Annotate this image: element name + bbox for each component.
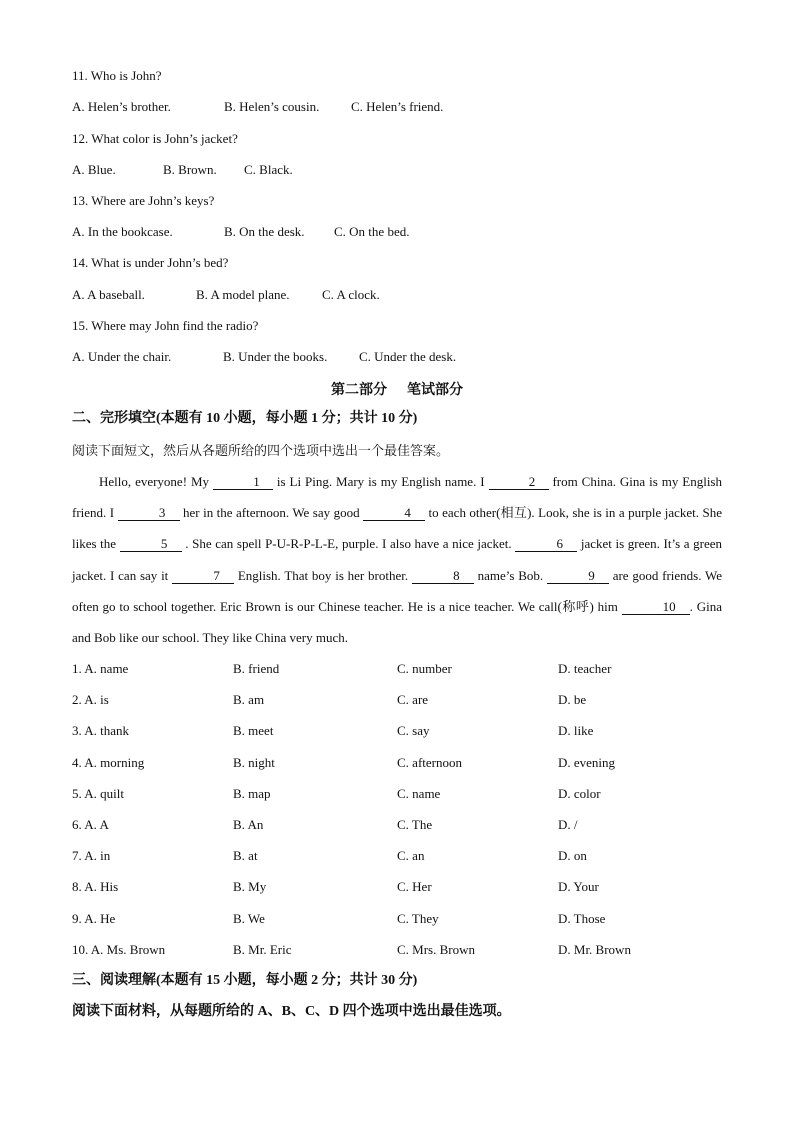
cloze-option-1-d: D. teacher [558, 661, 612, 676]
question-14-option-c: C. A clock. [322, 287, 380, 302]
passage-text: jacket is green. It’s a green jacket. I can say it [72, 536, 722, 583]
cloze-option-3-b: B. meet [233, 723, 274, 739]
blank-8[interactable]: 8 [412, 569, 474, 584]
passage-text: . She can spell P-U-R-P-L-E, purple. I also have a nice jacket. [181, 536, 516, 552]
cloze-option-8-d: D. Your [558, 879, 599, 895]
blank-5[interactable]: 5 [120, 537, 182, 552]
cloze-option-5-b: B. map [233, 785, 271, 801]
passage-text: name’s Bob. [473, 567, 547, 583]
cloze-option-9-a: 9. A. He [72, 910, 116, 926]
question-11-option-a: A. Helen’s brother. [72, 99, 171, 114]
cloze-option-2-d: D. be [558, 692, 587, 708]
cloze-option-2-b: B. am [233, 692, 265, 708]
cloze-option-6-a: 6. A. A [72, 817, 109, 832]
blank-9[interactable]: 9 [547, 569, 609, 584]
question-13-option-b: B. On the desk. [224, 224, 305, 239]
cloze-option-9-d: D. Those [558, 910, 606, 926]
cloze-option-4-c: C. afternoon [397, 754, 462, 770]
cloze-option-10-d: D. Mr. Brown [558, 941, 631, 957]
question-12-option-c: C. Black. [244, 162, 293, 177]
question-13-option-a: A. In the bookcase. [72, 224, 173, 239]
question-15-option-c: C. Under the desk. [359, 349, 457, 364]
section-3-instruction: 阅读下面材料，从每题所给的 A、B、C、D 四个选项中选出最佳选项。 [72, 1004, 511, 1019]
question-12-option-b: B. Brown. [163, 162, 217, 177]
passage-text: is Li Ping. Mary is my English name. I [272, 474, 489, 489]
question-13: 13. Where are John’s keys? [72, 193, 215, 208]
cloze-option-4-d: D. evening [558, 754, 616, 770]
blank-3[interactable]: 3 [118, 506, 180, 521]
cloze-option-5-c: C. name [397, 785, 441, 801]
passage-text: to each other(相互). Look, she is in a purple jacket. She likes the [72, 505, 723, 552]
cloze-option-7-a: 7. A. in [72, 848, 111, 864]
cloze-option-6-d: D. / [558, 817, 578, 832]
cloze-option-8-a: 8. A. His [72, 879, 119, 895]
question-11: 11. Who is John? [72, 68, 162, 83]
passage-text: English. That boy is her brother. [234, 567, 412, 583]
question-15-option-a: A. Under the chair. [72, 349, 172, 364]
cloze-option-1-b: B. friend [233, 661, 280, 676]
passage-text: her in the afternoon. We say good [179, 505, 364, 521]
question-11-option-c: C. Helen’s friend. [351, 99, 444, 114]
cloze-option-6-c: C. The [397, 817, 433, 832]
cloze-option-1-c: C. number [397, 661, 452, 676]
question-15: 15. Where may John find the radio? [72, 318, 259, 333]
blank-6[interactable]: 6 [515, 537, 577, 552]
cloze-passage [72, 466, 722, 653]
cloze-option-7-b: B. at [233, 848, 258, 864]
question-11-option-b: B. Helen’s cousin. [224, 99, 320, 114]
cloze-option-9-c: C. They [397, 910, 439, 926]
question-12: 12. What color is John’s jacket? [72, 131, 238, 146]
cloze-option-2-a: 2. A. is [72, 692, 109, 708]
question-12-option-a: A. Blue. [72, 162, 116, 177]
question-14: 14. What is under John’s bed? [72, 255, 229, 270]
passage-text: are good friends. We often go to school together. Eric Brown is our Chinese teacher. He is a nice teacher. We call(称呼) him [72, 567, 723, 614]
cloze-option-3-d: D. like [558, 723, 594, 739]
question-14-option-a: A. A baseball. [72, 287, 145, 302]
question-13-option-c: C. On the bed. [334, 224, 410, 239]
section-2-instruction: 阅读下面短文，然后从各题所给的四个选项中选出一个最佳答案。 [72, 443, 450, 458]
passage-text: from China. Gina is my English friend. I [72, 474, 722, 521]
cloze-option-10-c: C. Mrs. Brown [397, 941, 476, 957]
cloze-option-4-b: B. night [233, 754, 275, 770]
question-14-option-b: B. A model plane. [196, 287, 290, 302]
cloze-option-9-b: B. We [233, 910, 265, 926]
part-title-name: 笔试部分 [407, 383, 463, 398]
blank-2[interactable]: 2 [489, 475, 549, 490]
cloze-option-5-d: D. color [558, 785, 601, 801]
passage-text: Hello, everyone! My [99, 474, 213, 489]
blank-4[interactable]: 4 [363, 506, 425, 521]
cloze-option-10-a: 10. A. Ms. Brown [72, 941, 166, 957]
cloze-option-7-c: C. an [397, 848, 425, 864]
section-2-heading: 二、完形填空(本题有 10 小题，每小题 1 分；共计 10 分) [72, 411, 418, 426]
blank-10[interactable]: 10 [622, 600, 690, 615]
part-title [0, 379, 794, 399]
cloze-option-10-b: B. Mr. Eric [233, 941, 292, 957]
cloze-option-3-c: C. say [397, 723, 430, 739]
cloze-option-1-a: 1. A. name [72, 661, 129, 676]
section-3-heading: 三、阅读理解(本题有 15 小题，每小题 2 分；共计 30 分) [72, 973, 418, 988]
cloze-option-2-c: C. are [397, 692, 429, 708]
blank-7[interactable]: 7 [172, 569, 234, 584]
cloze-option-8-b: B. My [233, 879, 267, 895]
part-title-number: 第二部分 [331, 383, 387, 398]
blank-1[interactable]: 1 [213, 475, 273, 490]
cloze-option-3-a: 3. A. thank [72, 723, 130, 739]
cloze-option-6-b: B. An [233, 817, 264, 832]
cloze-option-8-c: C. Her [397, 879, 432, 895]
cloze-option-5-a: 5. A. quilt [72, 785, 125, 801]
cloze-option-4-a: 4. A. morning [72, 754, 145, 770]
passage-text: . Gina and Bob like our school. They like China very much. [72, 598, 722, 646]
cloze-option-7-d: D. on [558, 848, 587, 864]
question-15-option-b: B. Under the books. [223, 349, 328, 364]
